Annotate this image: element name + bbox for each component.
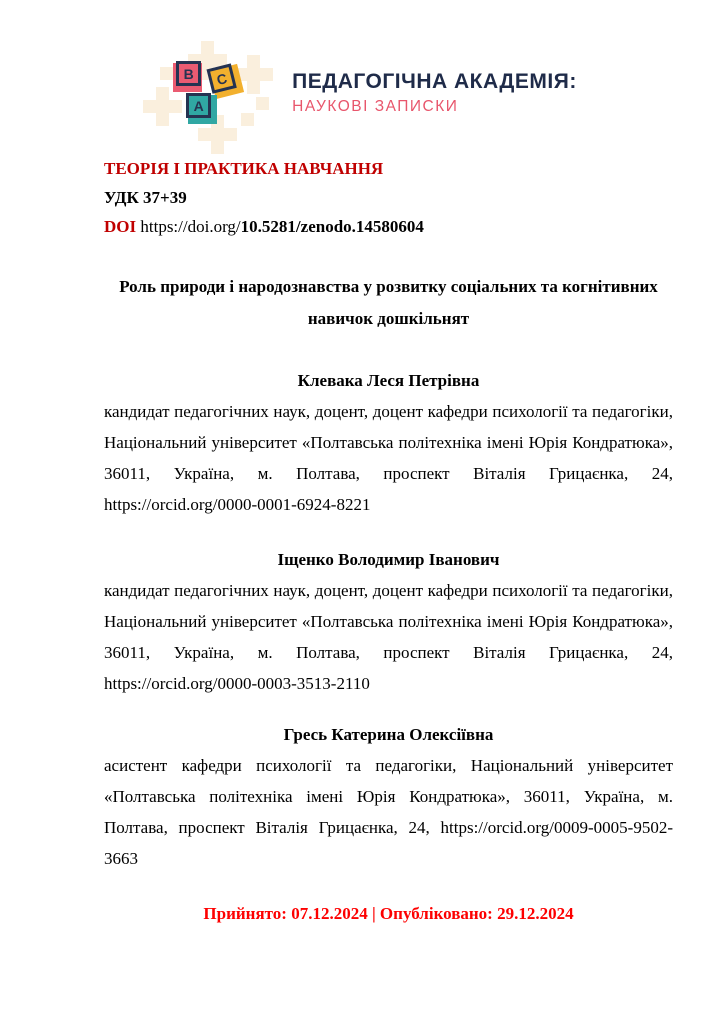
logo-block-a-letter: A xyxy=(186,93,211,118)
pixel-square xyxy=(256,97,269,110)
doi-identifier: 10.5281/zenodo.14580604 xyxy=(240,217,424,236)
pixel-square xyxy=(160,67,173,80)
doi-url-prefix: https://doi.org/ xyxy=(136,217,241,236)
article-title-line1: Роль природи і народознавства у розвитку соціальних та когнітивних xyxy=(119,277,658,296)
doi-label: DOI xyxy=(104,217,137,236)
journal-logo xyxy=(0,45,723,141)
author-name: Іщенко Володимир Іванович xyxy=(277,550,500,569)
udc-code: УДК 37+39 xyxy=(104,188,187,207)
section-heading: ТЕОРІЯ І ПРАКТИКА НАВЧАННЯ xyxy=(104,159,384,178)
dates-line: Прийнято: 07.12.2024 | Опубліковано: 29.12.2024 xyxy=(203,904,574,923)
abc-blocks-logo-icon xyxy=(146,45,278,141)
author-name: Клевака Леся Петрівна xyxy=(297,371,480,390)
author-name: Гресь Катерина Олексіївна xyxy=(283,725,494,744)
journal-logo-text xyxy=(292,70,577,116)
article-title-line2: навичок дошкільнят xyxy=(307,309,470,328)
doi-line xyxy=(104,212,673,241)
article-title xyxy=(104,271,673,335)
logo-block-b-icon xyxy=(173,63,202,92)
article-front-matter xyxy=(0,154,723,929)
pixel-plus-pattern xyxy=(143,87,182,126)
author-affiliation: кандидат педагогічних наук, доцент, доцент кафедри психології та педагогіки, Національний університет «Полтавська політехніка імені Юрія Кондратюка», 36011, Україна, м. Полтава, проспект Віталія Грицаєнка, 24, https://orcid.org/0000-0003-3513-2110 xyxy=(104,581,673,693)
logo-block-c-letter: C xyxy=(207,63,237,93)
logo-block-a-icon xyxy=(188,95,217,124)
author-affiliation: кандидат педагогічних наук, доцент, доцент кафедри психології та педагогіки, Національний університет «Полтавська політехніка імені Юрія Кондратюка», 36011, Україна, м. Полтава, проспект Віталія Грицаєнка, 24, https://orcid.org/0000-0001-6924-8221 xyxy=(104,402,673,514)
author-affiliation: асистент кафедри психології та педагогіки, Національний університет «Полтавська політехніка імені Юрія Кондратюка», 36011, Україна, м. Полтава, проспект Віталія Грицаєнка, 24, https://orcid.org/0009-0005-9502-3663 xyxy=(104,756,673,868)
pixel-square xyxy=(241,113,254,126)
journal-name: ПЕДАГОГІЧНА АКАДЕМІЯ: xyxy=(292,69,577,93)
logo-block-b-letter: B xyxy=(176,61,201,86)
journal-subtitle: НАУКОВІ ЗАПИСКИ xyxy=(292,98,459,116)
